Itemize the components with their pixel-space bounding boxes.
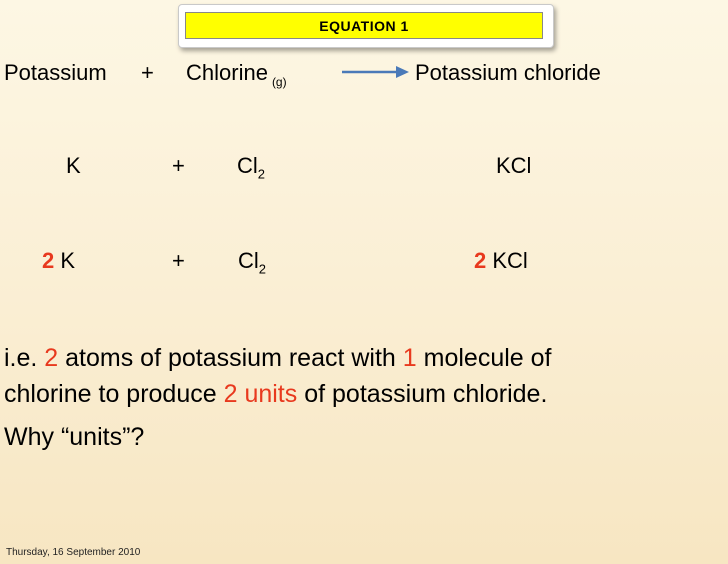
- balanced-product-label: KCl: [492, 248, 528, 273]
- word-product: Potassium chloride: [415, 60, 601, 85]
- units-highlight: 2 units: [223, 380, 298, 408]
- explanation-text: chlorine to produce: [4, 380, 224, 408]
- balanced-reactant1-label: K: [60, 248, 76, 273]
- footer-date: Thursday, 16 September 2010: [6, 547, 141, 558]
- question-line: Why “units”?: [4, 423, 145, 451]
- symbol-plus: +: [172, 153, 185, 178]
- explanation-line2: [4, 380, 547, 409]
- balanced-coef1: 2: [42, 248, 55, 273]
- balanced-reactant2: [238, 248, 266, 276]
- word-reactant1: Potassium: [4, 60, 107, 85]
- explanation-text: molecule of: [416, 344, 552, 372]
- atom-count: 2: [44, 344, 59, 372]
- title-box: [178, 4, 554, 48]
- symbol-reactant2-subscript: 2: [257, 166, 266, 182]
- word-plus: +: [141, 60, 154, 85]
- balanced-coef2: 2: [474, 248, 487, 273]
- symbol-product: KCl: [496, 153, 532, 178]
- explanation-text: atoms of potassium react with: [58, 344, 403, 372]
- explanation-text: of potassium chloride.: [297, 380, 548, 408]
- word-reactant2-label: Chlorine: [186, 60, 268, 85]
- symbol-reactant2: [237, 153, 265, 181]
- balanced-reactant1: [42, 248, 75, 274]
- symbol-reactant1: K: [66, 153, 81, 178]
- balanced-reactant2-label: Cl: [238, 248, 259, 273]
- balanced-plus: +: [172, 248, 185, 273]
- state-symbol: (g): [271, 75, 287, 89]
- explanation-text: i.e.: [4, 344, 45, 372]
- reaction-arrow-icon: [342, 64, 410, 80]
- symbol-reactant2-label: Cl: [237, 153, 258, 178]
- slide-title: EQUATION 1: [185, 12, 543, 39]
- balanced-product: [474, 248, 528, 274]
- explanation-line1: [4, 344, 552, 373]
- molecule-count: 1: [402, 344, 417, 372]
- balanced-reactant2-subscript: 2: [258, 261, 267, 277]
- word-reactant2: [186, 60, 287, 89]
